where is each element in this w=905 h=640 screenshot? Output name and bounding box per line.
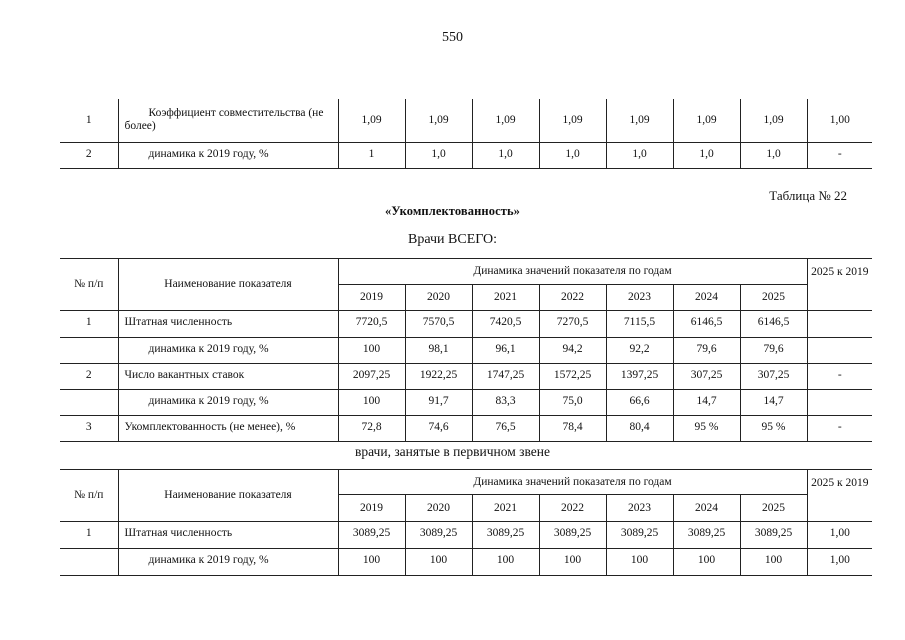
cell-value: 1,00 [807,549,872,576]
cell-value: 1,09 [472,99,539,142]
cell-value: 7570,5 [405,311,472,338]
header-name: Наименование показателя [118,259,338,311]
cell-value: 3089,25 [740,522,807,549]
row-label: динамика к 2019 году, % [118,142,338,168]
cell-value: 1,09 [539,99,606,142]
cell-value: 1,0 [472,142,539,168]
cell-value: 95 % [740,416,807,442]
cell-value: 1572,25 [539,364,606,390]
cell-value: 1,09 [740,99,807,142]
cell-value: 7115,5 [606,311,673,338]
cell-value: 100 [539,549,606,576]
cell-value: 100 [673,549,740,576]
cell-value: 100 [405,549,472,576]
header-dynamics: Динамика значений показателя по годам [338,259,807,285]
header-row [60,259,872,285]
primary-care-table [60,469,872,576]
cell-value: 78,4 [539,416,606,442]
cell-value: 1,09 [338,99,405,142]
header-year: 2022 [539,285,606,311]
row-number [60,390,118,416]
cell-value: 1,0 [673,142,740,168]
header-year: 2024 [673,285,740,311]
header-year: 2020 [405,285,472,311]
row-label: Штатная численность [118,311,338,338]
cell-value: 96,1 [472,338,539,364]
cell-value: 75,0 [539,390,606,416]
cell-value: 79,6 [740,338,807,364]
cell-value: 91,7 [405,390,472,416]
table-row [60,99,872,142]
cell-value: 3089,25 [539,522,606,549]
row-number [60,338,118,364]
cell-value: 92,2 [606,338,673,364]
cell-value: 3089,25 [673,522,740,549]
row-number: 1 [60,311,118,338]
cell-value: 3089,25 [405,522,472,549]
row-number: 2 [60,142,118,168]
header-num: № п/п [60,470,118,522]
cell-value: 66,6 [606,390,673,416]
cell-value: 72,8 [338,416,405,442]
doctors-total-table [60,258,872,442]
cell-value: 3089,25 [472,522,539,549]
cell-value: 1 [338,142,405,168]
header-2025-vs-2019: 2025 к 2019 [807,470,872,522]
cell-value: 1,0 [405,142,472,168]
row-number [60,549,118,576]
table-row [60,522,872,549]
cell-value: 76,5 [472,416,539,442]
page-number: 550 [442,30,463,45]
cell-value: 1,09 [606,99,673,142]
cell-value [807,311,872,338]
cell-value [807,338,872,364]
cell-value: 3089,25 [606,522,673,549]
header-year: 2025 [740,495,807,522]
header-year: 2024 [673,495,740,522]
cell-value: 307,25 [740,364,807,390]
cell-value: - [807,142,872,168]
cell-value: 7720,5 [338,311,405,338]
cell-value: 100 [338,390,405,416]
section-title: «Укомплектованность» [384,204,521,218]
header-year: 2022 [539,495,606,522]
header-2025-vs-2019: 2025 к 2019 [807,259,872,311]
cell-value: 80,4 [606,416,673,442]
header-year: 2025 [740,285,807,311]
cell-value: 1,0 [539,142,606,168]
cell-value: 14,7 [740,390,807,416]
coefficient-table [60,99,872,169]
header-dynamics: Динамика значений показателя по годам [338,470,807,495]
cell-value: 1922,25 [405,364,472,390]
table-row [60,142,872,168]
table-number: Таблица № 22 [769,188,847,203]
cell-value: 14,7 [673,390,740,416]
table-row [60,549,872,576]
cell-value: - [807,416,872,442]
cell-value: 1,09 [673,99,740,142]
row-number: 3 [60,416,118,442]
cell-value: 6146,5 [740,311,807,338]
cell-value: 1,00 [807,522,872,549]
cell-value: 3089,25 [338,522,405,549]
row-label: Укомплектованность (не менее), % [118,416,338,442]
table-row [60,364,872,390]
table-row [60,311,872,338]
row-label: Число вакантных ставок [118,364,338,390]
cell-value: 1,0 [606,142,673,168]
row-number: 2 [60,364,118,390]
cell-value: 6146,5 [673,311,740,338]
cell-value: 1,00 [807,99,872,142]
cell-value: 1,09 [405,99,472,142]
row-label: динамика к 2019 году, % [118,390,338,416]
cell-value: 100 [338,338,405,364]
row-label: Штатная численность [118,522,338,549]
row-number: 1 [60,522,118,549]
header-year: 2021 [472,285,539,311]
cell-value: 307,25 [673,364,740,390]
cell-value: - [807,364,872,390]
header-num: № п/п [60,259,118,311]
cell-value: 74,6 [405,416,472,442]
header-row [60,470,872,495]
section2-subtitle: врачи, занятые в первичном звене [354,444,550,459]
row-label: Коэффициент совместительства (не более) [118,99,338,142]
cell-value: 94,2 [539,338,606,364]
cell-value: 7270,5 [539,311,606,338]
cell-value: 2097,25 [338,364,405,390]
cell-value: 7420,5 [472,311,539,338]
header-year: 2019 [338,285,405,311]
header-year: 2023 [606,285,673,311]
cell-value: 1747,25 [472,364,539,390]
table-row [60,416,872,442]
cell-value: 100 [472,549,539,576]
header-year: 2021 [472,495,539,522]
row-number: 1 [60,99,118,142]
cell-value [807,390,872,416]
cell-value: 100 [606,549,673,576]
cell-value: 100 [740,549,807,576]
table-row [60,390,872,416]
row-label: динамика к 2019 году, % [118,549,338,576]
cell-value: 1,0 [740,142,807,168]
cell-value: 79,6 [673,338,740,364]
header-year: 2023 [606,495,673,522]
cell-value: 1397,25 [606,364,673,390]
cell-value: 95 % [673,416,740,442]
table-row [60,338,872,364]
header-year: 2019 [338,495,405,522]
cell-value: 100 [338,549,405,576]
header-name: Наименование показателя [118,470,338,522]
row-label: динамика к 2019 году, % [118,338,338,364]
cell-value: 83,3 [472,390,539,416]
section-subtitle: Врачи ВСЕГО: [408,232,497,247]
header-year: 2020 [405,495,472,522]
cell-value: 98,1 [405,338,472,364]
